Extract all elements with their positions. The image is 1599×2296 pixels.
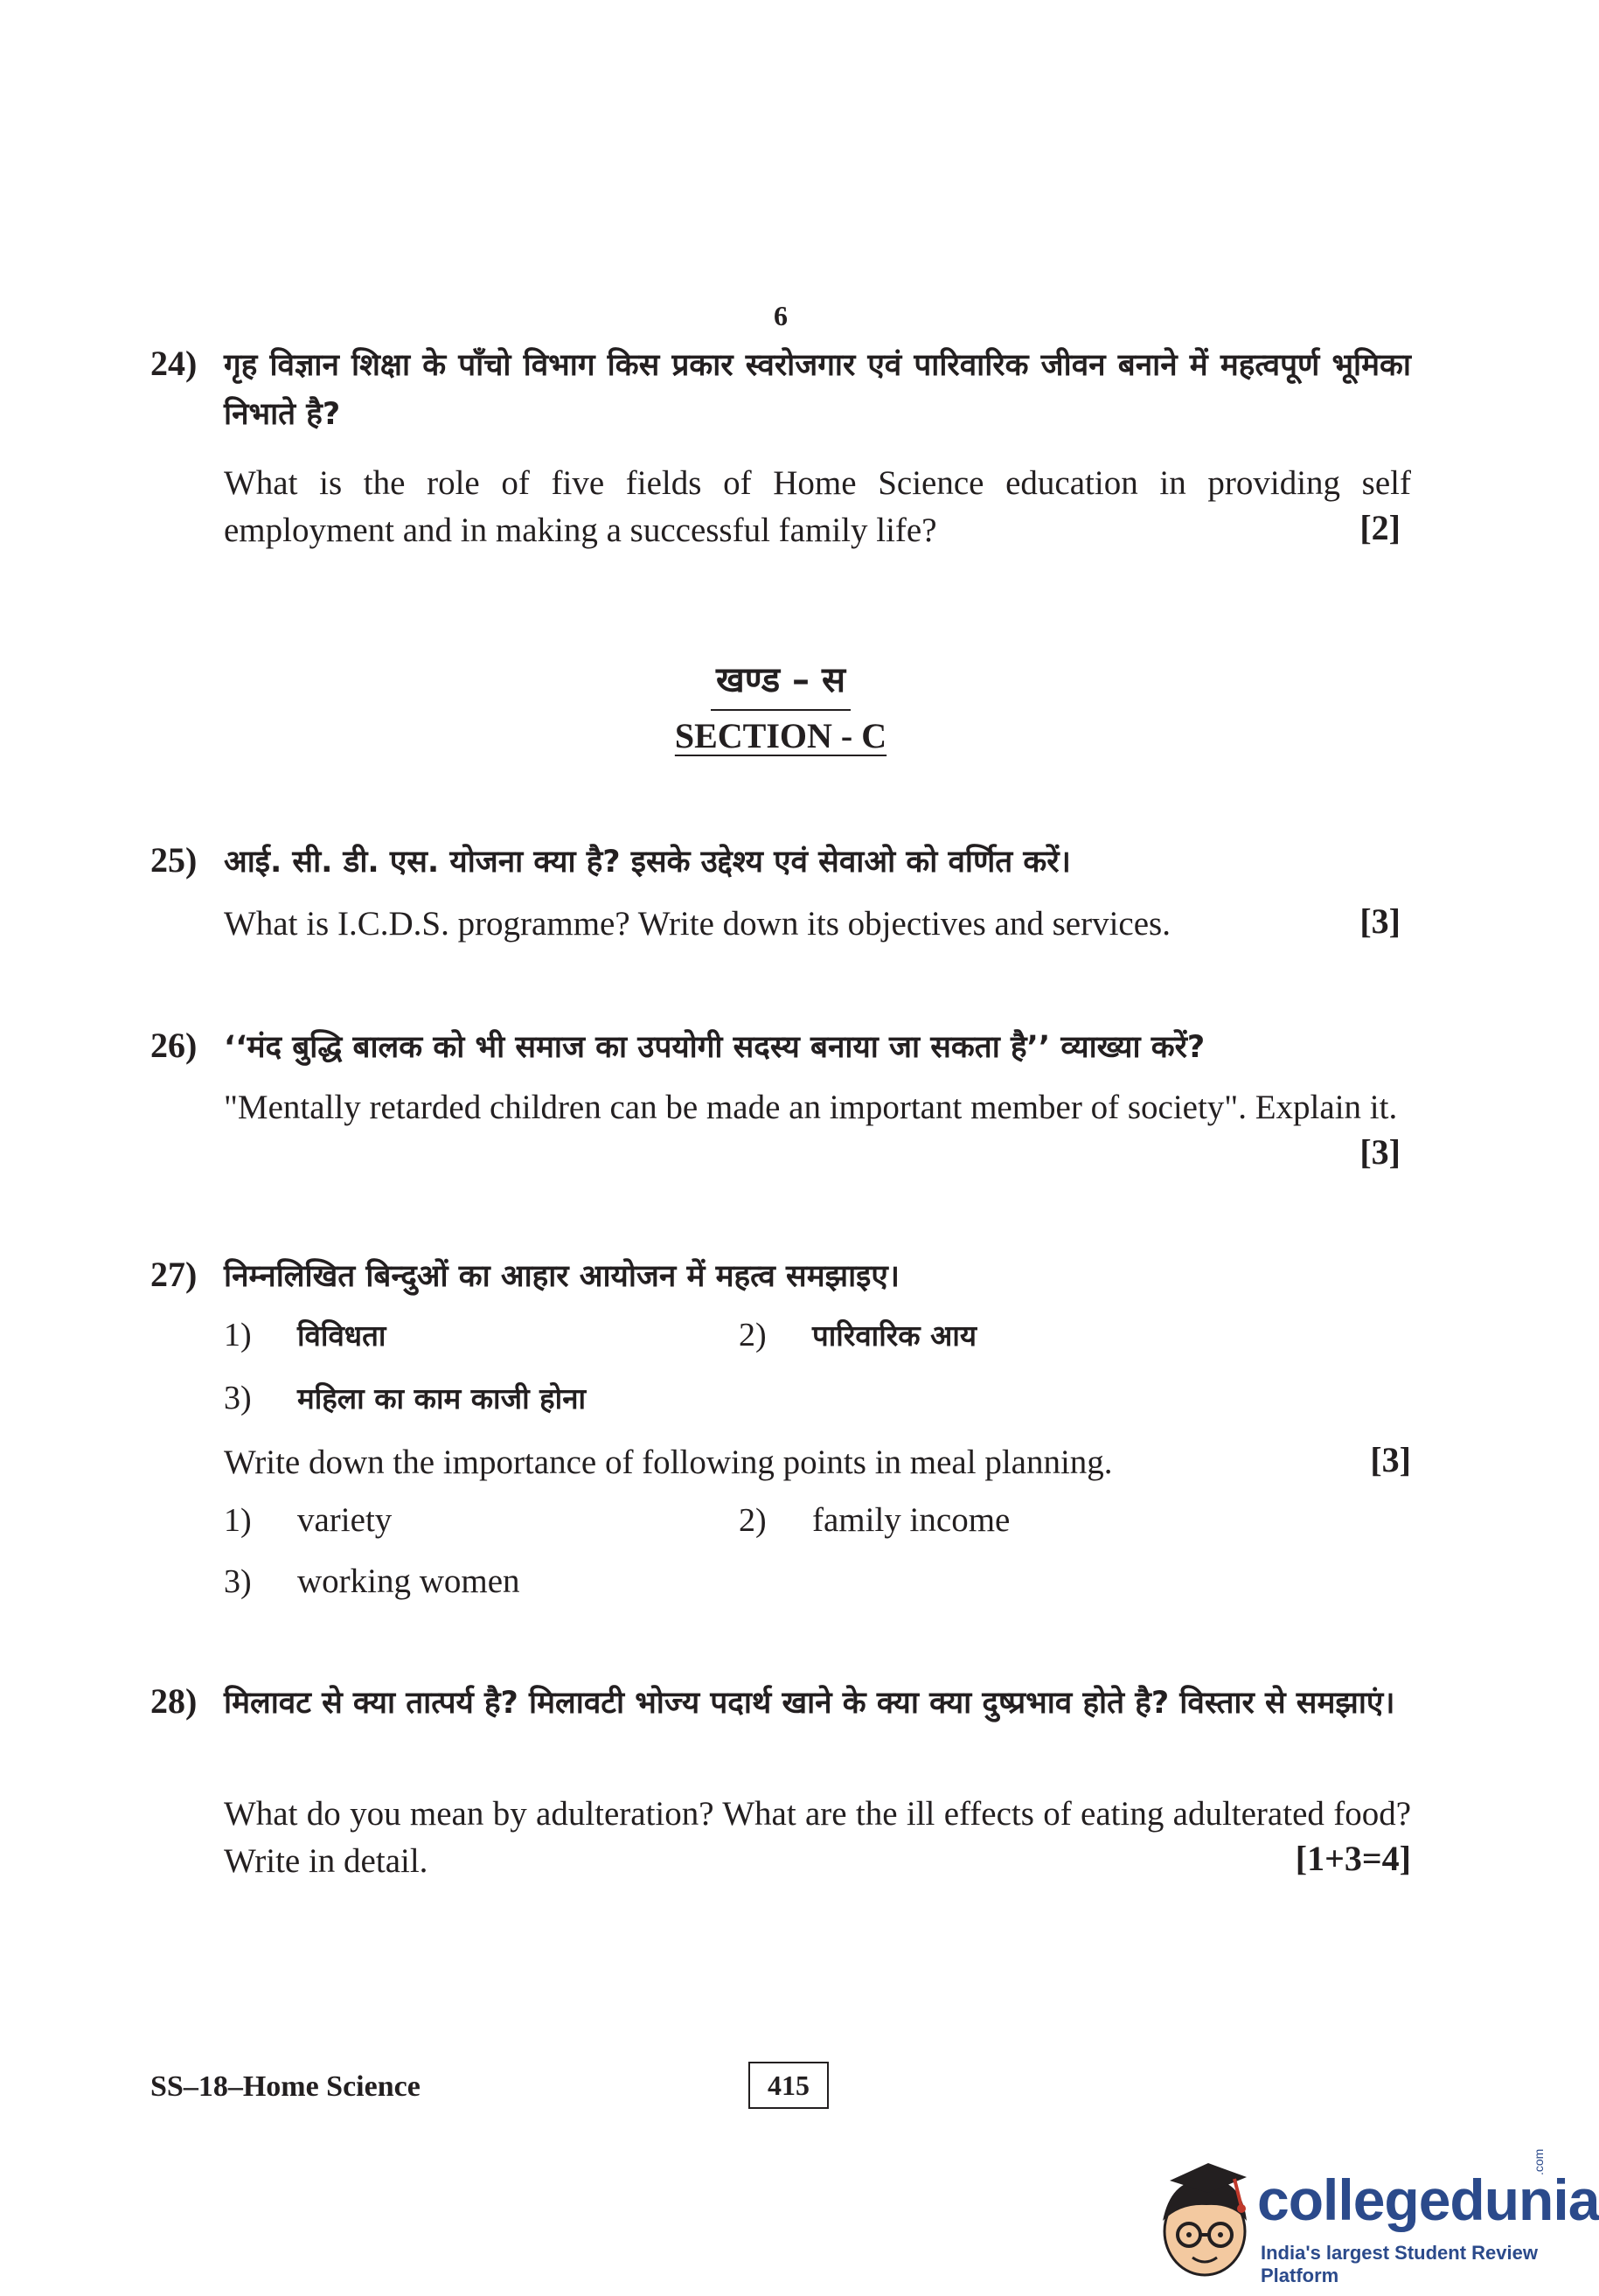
question-number: 24) xyxy=(150,344,198,383)
option-hindi-2: 2) पारिवारिक आय xyxy=(739,1317,977,1353)
marks: [3] xyxy=(1370,1440,1411,1479)
paper-code: SS–18–Home Science xyxy=(150,2070,421,2103)
section-title-hindi: खण्ड – स xyxy=(0,654,1561,711)
question-number: 27) xyxy=(150,1255,198,1294)
question-english-text: "Mentally retarded children can be made an important member of society". Explain it. xyxy=(224,1089,1398,1126)
marks: [3] xyxy=(1359,1132,1401,1172)
question-number: 26) xyxy=(150,1026,198,1065)
question-hindi-text: गृह विज्ञान शिक्षा के पाँचो विभाग किस प्रकार स्वरोजगार एवं पारिवारिक जीवन बनाने में महत्वपूर्ण भूमिका निभाते है? xyxy=(224,348,1411,432)
question-number: 28) xyxy=(150,1681,198,1721)
question-english-text: Write down the importance of following points in meal planning. xyxy=(224,1444,1113,1481)
option-hindi-3: 3) महिला का काम काजी होना xyxy=(224,1380,587,1416)
question-english-text: What is the role of five fields of Home Science education in providing self employment and in making a successful family life? xyxy=(224,464,1411,549)
question-hindi-text: निम्नलिखित बिन्दुओं का आहार आयोजन में महत्व समझाइए। xyxy=(224,1259,900,1294)
marks: [3] xyxy=(1359,901,1401,941)
page-code-box: 415 xyxy=(748,2062,829,2109)
question-english-text: What is I.C.D.S. programme? Write down its objectives and services. xyxy=(224,905,1171,943)
marks: [2] xyxy=(1359,508,1401,547)
marks: [1+3=4] xyxy=(1295,1839,1411,1878)
question-hindi-text: मिलावट से क्या तात्पर्य है? मिलावटी भोज्य पदार्थ खाने के क्या क्या दुष्प्रभाव होते है? विस्तार से समझाएं। xyxy=(224,1686,1395,1721)
mascot-icon xyxy=(1154,2151,1259,2291)
option-english-3: 3) working women xyxy=(224,1562,520,1600)
question-english-text: What do you mean by adulteration? What are the ill effects of eating adulterated food? Write in detail. xyxy=(224,1795,1411,1880)
option-english-1: 1) variety xyxy=(224,1501,393,1539)
question-hindi-text: आई. सी. डी. एस. योजना क्या है? इसके उद्देश्य एवं सेवाओ को वर्णित करें। xyxy=(224,845,1071,880)
page-number: 6 xyxy=(774,300,788,331)
question-number: 25) xyxy=(150,840,198,880)
option-hindi-1: 1) विविधता xyxy=(224,1317,386,1353)
question-hindi-text: ‘‘मंद बुद्धि बालक को भी समाज का उपयोगी सदस्य बनाया जा सकता है’’ व्याख्या करें? xyxy=(224,1030,1206,1065)
collegedunia-logo: collegedunia .com India's largest Student Review Platform xyxy=(1154,2151,1547,2291)
section-title-english: SECTION - C xyxy=(674,716,887,755)
option-english-2: 2) family income xyxy=(739,1501,1011,1539)
